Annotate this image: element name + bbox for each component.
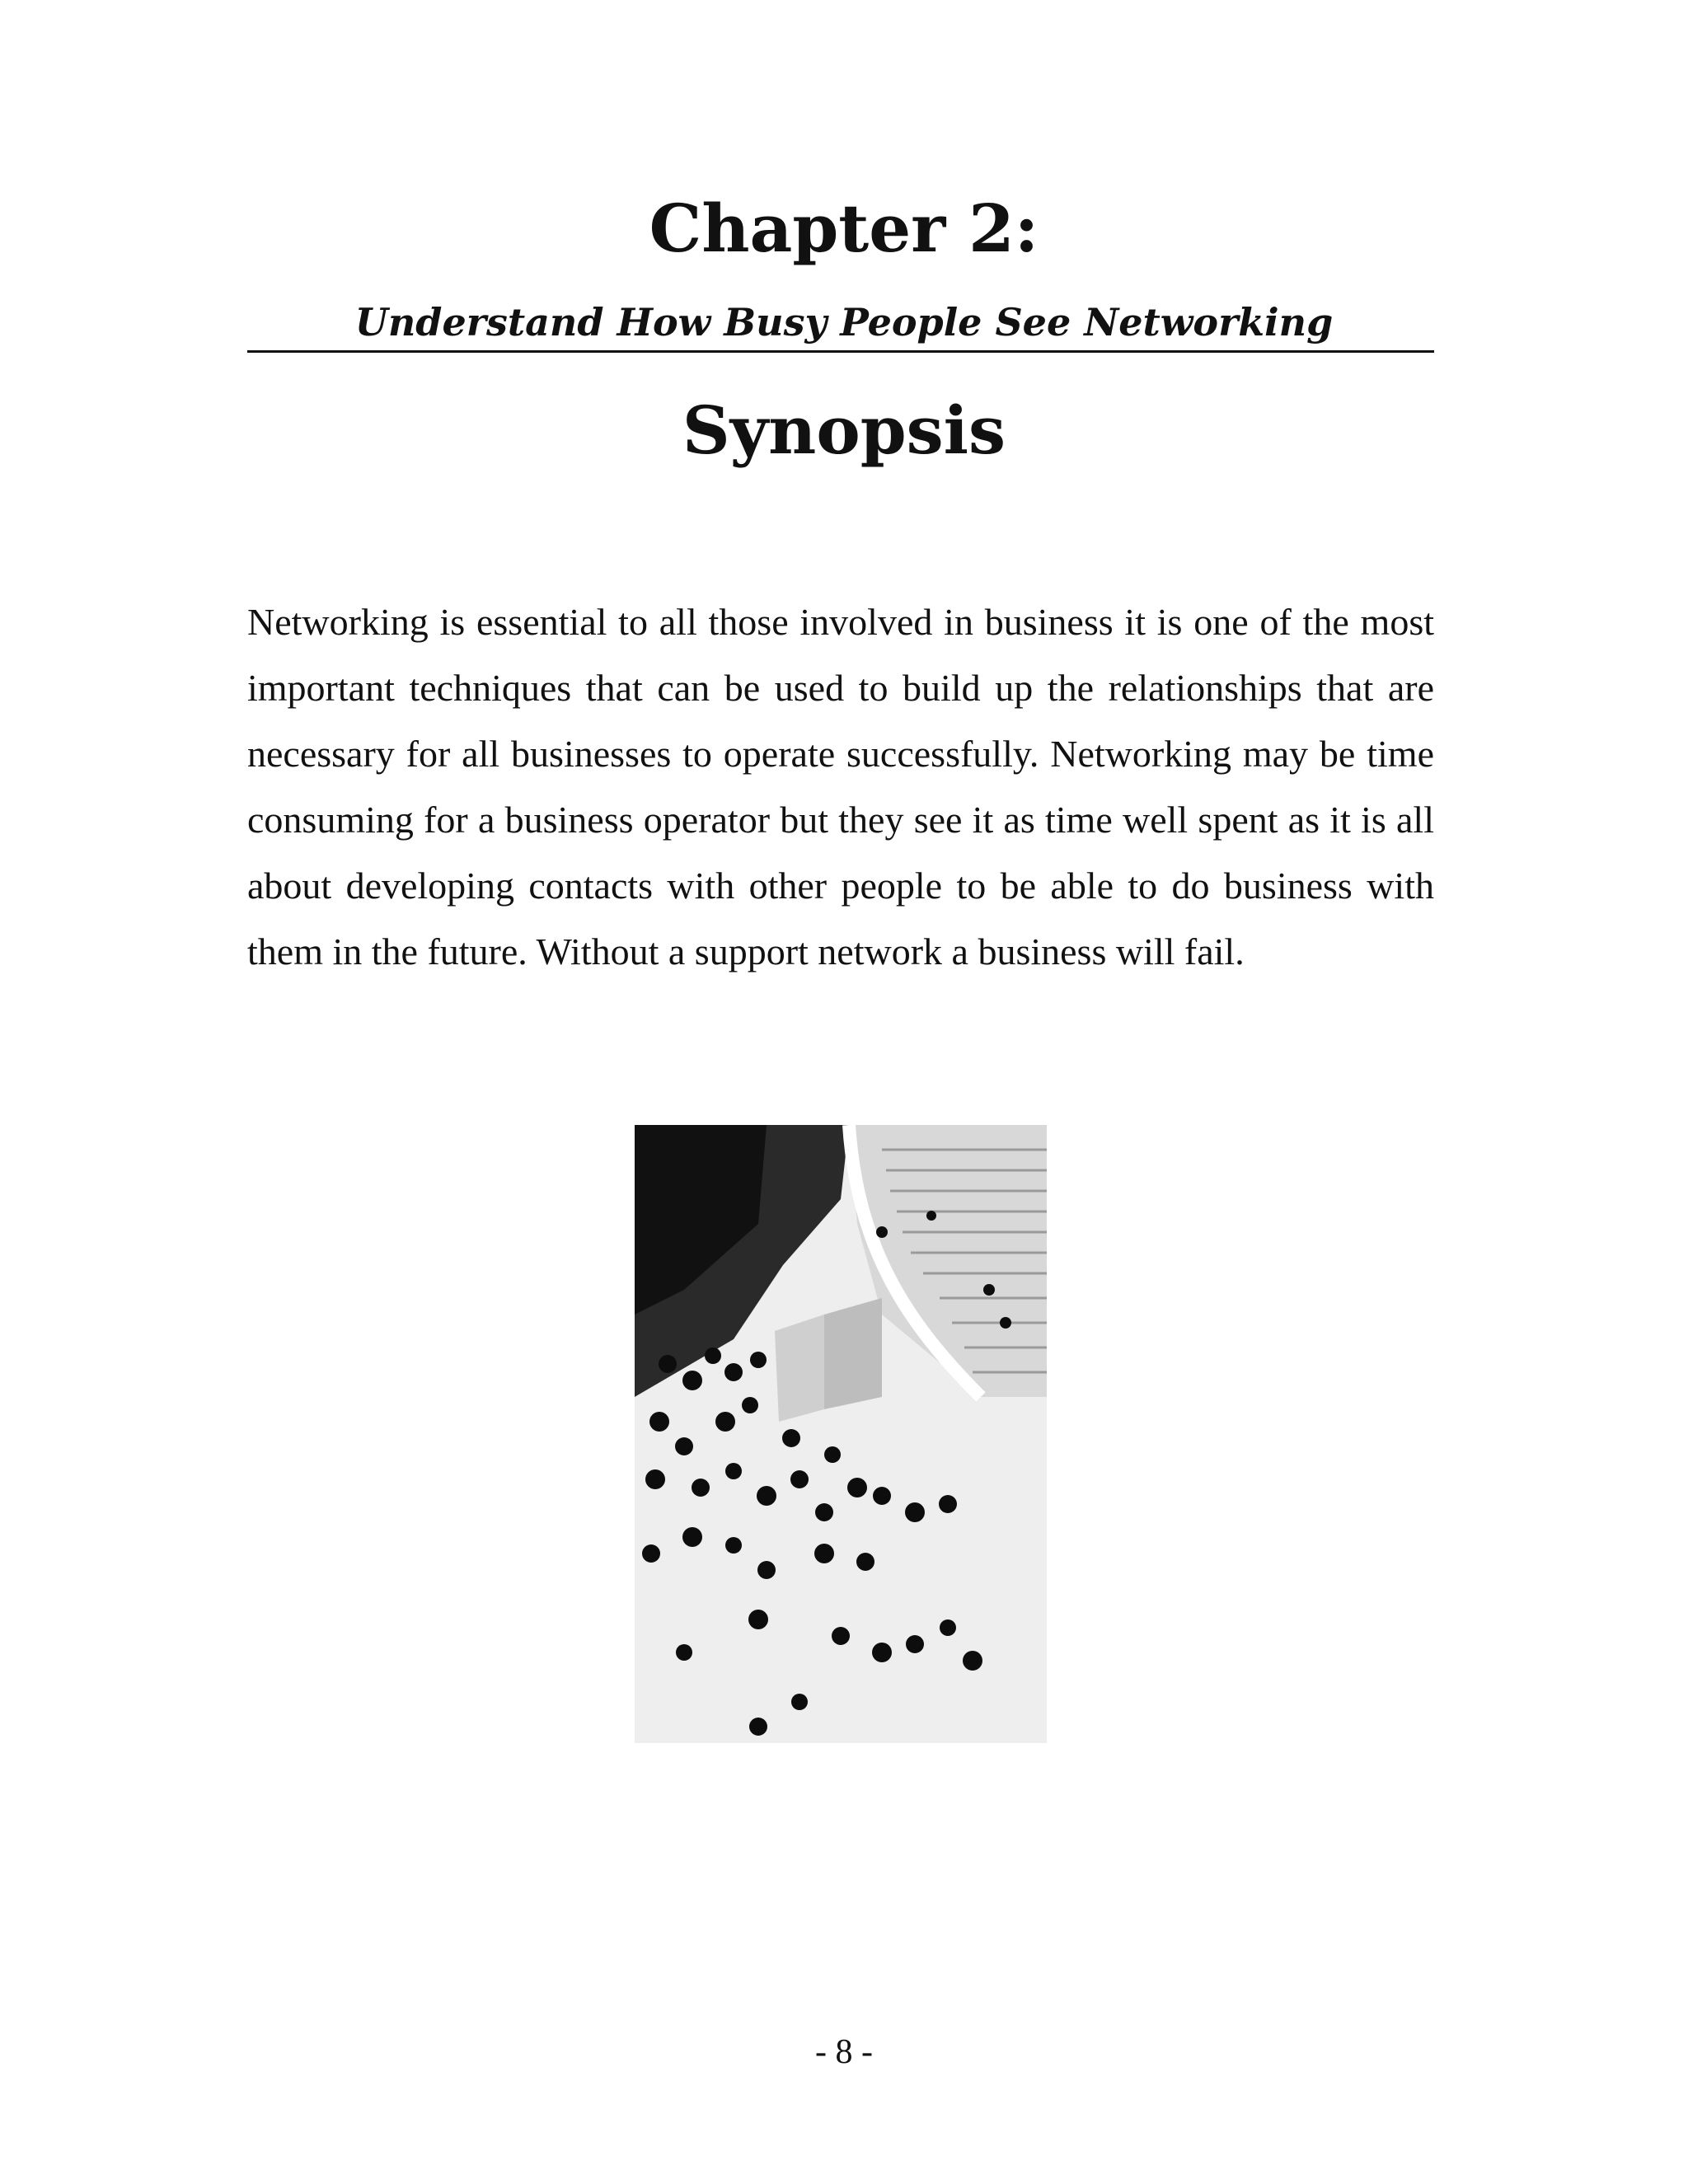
title-divider (247, 350, 1434, 353)
section-heading: Synopsis (682, 391, 1006, 469)
page-number: - 8 - (815, 2033, 873, 2071)
crowd-photo-illustration (635, 1125, 1047, 1743)
crowd-photo (635, 1125, 1047, 1743)
chapter-title: Chapter 2: (649, 190, 1039, 267)
body-paragraph: Networking is essential to all those involved in business it is one of the most important techniques that can be used to build up the relationships that are necessary for all businesses to operate successfully. Networking may be time consuming for a business operator but they see it as time well spent as it is all about developing contacts with other people to be able to do business with them in the future. Without a support network a business will fail. (247, 601, 1434, 972)
chapter-subtitle: Understand How Busy People See Networking (354, 300, 1334, 344)
